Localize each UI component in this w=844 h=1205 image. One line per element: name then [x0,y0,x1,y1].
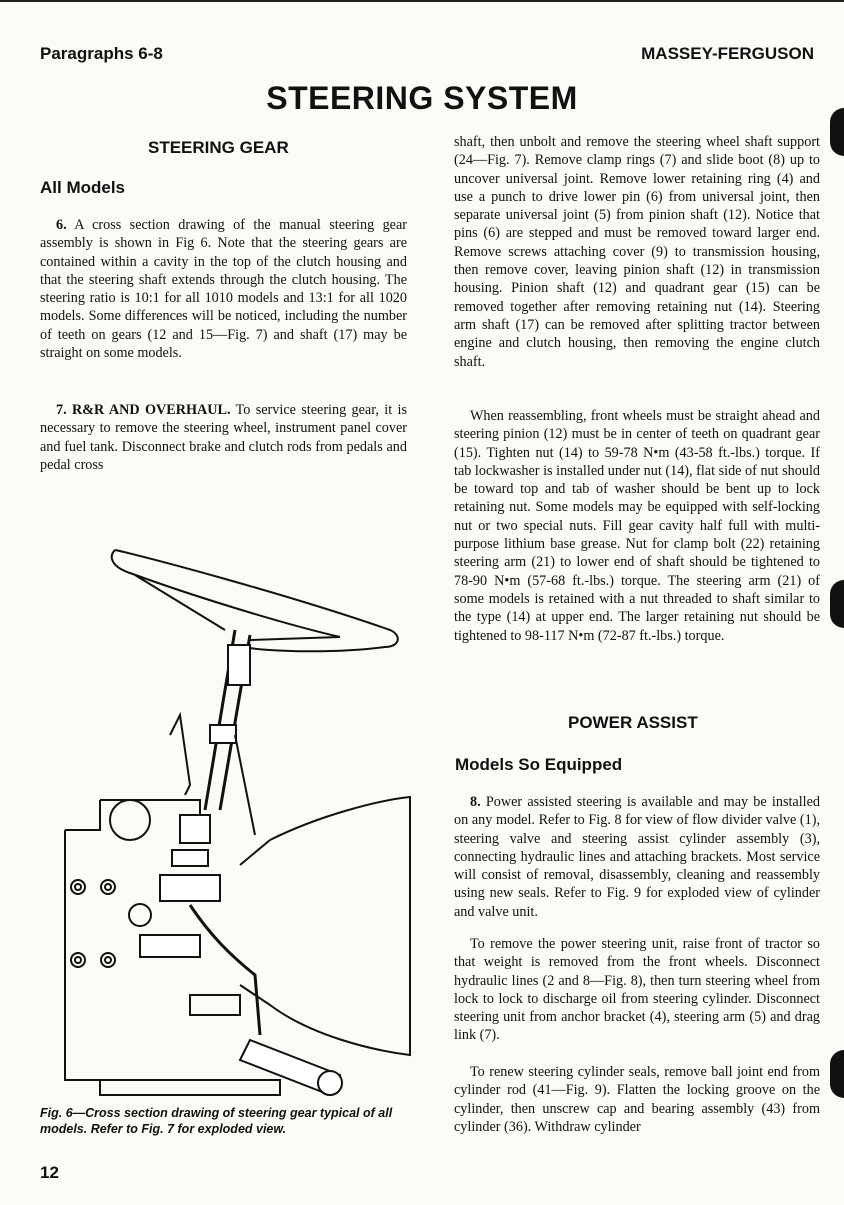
paragraph-6-text: A cross section drawing of the manual steering gear assembly is shown in Fig 6. Note that the steering gears are contained within a cavity in the top of the clutch housing and that the steering shaft extends through the clutch housing. The steering ratio is 10:1 for all 1010 models and 13:1 for all 1020 models. Some differences will be noticed, including the number of teeth on gears (12 and 15—Fig. 7) and shaft (17) may be straight on some models. [40,217,407,362]
paragraph-8-number: 8. [470,794,481,810]
subheading-all-models: All Models [40,178,126,197]
thumb-tab-marker [830,1050,844,1098]
paragraph-8-seals: To renew steering cylinder seals, remove ball joint end from cylinder rod (41—Fig. 9). Flatten the locking groove on the cylinder, then unscrew cap and bearing assembly (43) from cylinder (36). Withdraw cylinder [454,1064,820,1135]
top-rule [0,0,844,2]
thumb-tab-marker [830,580,844,628]
running-head-left: Paragraphs 6-8 [40,44,163,63]
page-number: 12 [40,1163,59,1182]
running-head-right: MASSEY-FERGUSON [641,44,814,63]
paragraph-6 [40,216,407,362]
thumb-tab-marker [830,108,844,156]
steering-gear-cross-section-figure [40,535,430,1100]
section-heading-steering-gear: STEERING GEAR [148,138,289,157]
paragraph-7-run-in-head: R&R AND OVERHAUL. [66,402,231,418]
section-heading-power-assist: POWER ASSIST [568,713,698,732]
subheading-models-so-equipped: Models So Equipped [455,755,623,774]
page-title: STEERING SYSTEM [266,80,578,116]
paragraph-6-number: 6. [56,217,67,233]
paragraph-8-text: Power assisted steering is available and may be installed on any model. Refer to Fig. 8 for view of flow divider valve (1), steering valve and steering assist cylinder assembly (3), connecting hydraulic lines and attaching brackets. Most service will consist of removal, disassembly, cleaning and reassembly using new seals. Refer to Fig. 9 for exploded view of cylinder and valve unit. [454,794,820,920]
paragraph-7-reassembly: When reassembling, front wheels must be straight ahead and steering pinion (12) must be in center of teeth on quadrant gear (15). Tighten nut (14) to 59-78 N•m (43-58 ft.-lbs.) torque. If tab lockwasher is installed under nut (14), flat side of nut should be toward top and tab of washer should be bent up to lock retaining nut. Some models may be equipped with self-locking nut or two special nuts. Fill gear cavity half full with multi-purpose lithium base grease. Nut for clamp bolt (22) retaining steering arm (21) to lower end of shaft should be tightened to 78-90 N•m (57-68 ft.-lbs.) torque. The steering arm (21) of some models is retained with a nut threaded to shaft similar to the type (14) at upper end. The larger retaining nut should be tightened to 98-117 N•m (72-87 ft.-lbs.) torque. [454,408,820,644]
paragraph-7-continued: shaft, then unbolt and remove the steering wheel shaft support (24—Fig. 7). Remove clamp rings (7) and slide boot (8) up to uncover universal joint. Remove lower retaining ring (4) and use a punch to drive lower pin (6) from universal joint, then separate universal joint (5) from pinion shaft (12). Notice that pins (6) are stepped and must be removed toward larger end. Remove screws attaching cover (9) to transmission housing, then remove cover, leaving pinion shaft (12) in transmission housing. Pinion shaft (12) and quadrant gear (15) can be removed together after removing retaining nut (14). Steering arm shaft (17) can be removed after splitting tractor between engine and clutch housing, then removing the engine clutch shaft. [454,134,820,370]
paragraph-7-text: To service steering gear, it is necessary to remove the steering wheel, instrument panel cover and fuel tank. Disconnect brake and clutch rods from pedals and pedal cross [40,402,407,473]
paragraph-7-number: 7. [56,402,67,418]
paragraph-7 [40,401,407,474]
figure-6-caption: Fig. 6—Cross section drawing of steering gear typical of all models. Refer to Fig. 7 for exploded view. [40,1106,393,1136]
paragraph-8-removal: To remove the power steering unit, raise front of tractor so that weight is removed from the front wheels. Disconnect hydraulic lines (2 and 8—Fig. 8), then turn steering wheel from lock to lock to discharge oil from steering cylinder. Disconnect steering unit from anchor bracket (4), steering arm (5) and drag link (7). [454,936,820,1044]
paragraph-8 [454,793,820,921]
